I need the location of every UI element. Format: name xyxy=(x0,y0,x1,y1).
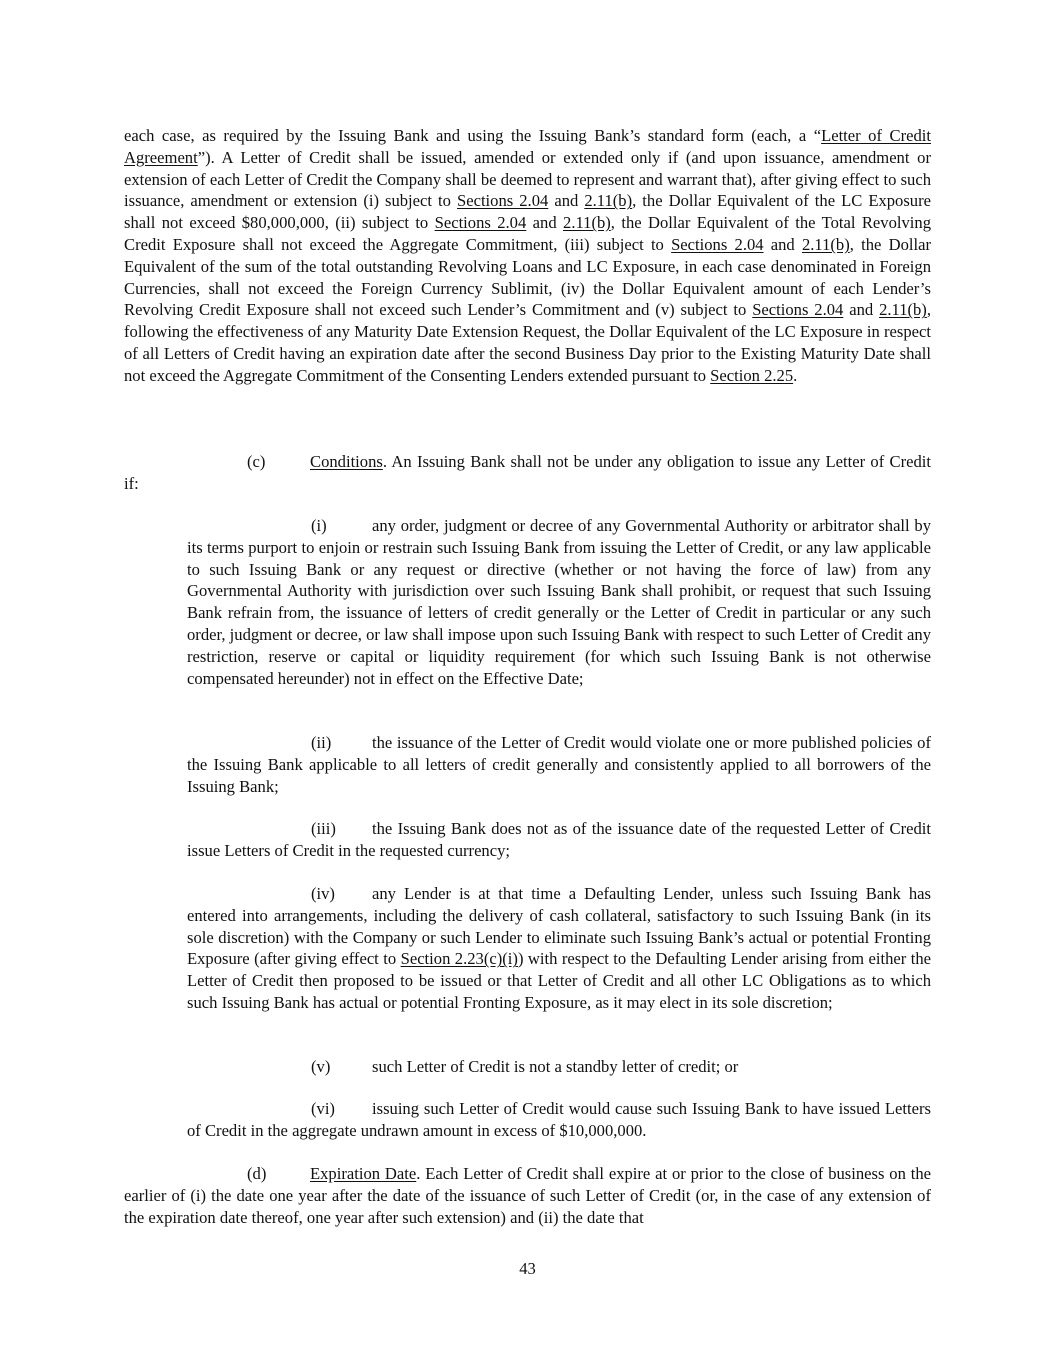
subparagraph-iv xyxy=(187,883,931,1014)
subparagraph-text: ) with respect to the Defaulting Lender arising from either the Letter of Credit then proposed to be issued or that Letter of Credit and all other LC Obligations as to which such Issuing Bank has actual or potential Fronting Exposure, as it may elect in its sole discretion; xyxy=(187,949,931,1012)
section-reference: Sections 2.04 xyxy=(456,191,549,211)
text-run: and xyxy=(548,191,585,211)
subparagraph-label: (iii) xyxy=(311,819,336,838)
paragraph-b-continued xyxy=(124,125,931,387)
section-reference: 2.11(b) xyxy=(584,191,633,211)
text-run: , following the effectiveness of any Maturity Date Extension Request, the Dollar Equivalent of the LC Exposure in respect of all Letters of Credit having an expiration date after the second Business Day prior to the Existing Maturity Date shall not exceed the Aggregate Commitment of the Consenting Lenders extended pursuant to xyxy=(124,300,931,385)
subparagraph-text: any order, judgment or decree of any Governmental Authority or arbitrator shall by its terms purport to enjoin or restrain such Issuing Bank from issuing the Letter of Credit, or any law applicable to such Issuing Bank or any request or directive (whether or not having the force of law) from any Governmental Authority with jurisdiction over such Issuing Bank shall prohibit, or request that such Issuing Bank refrain from, the issuance of letters of credit generally or the Letter of Credit in particular or any such order, judgment or decree, or law shall impose upon such Issuing Bank with respect to such Letter of Credit any restriction, reserve or capital or liquidity requirement (for which such Issuing Bank is not otherwise compensated hereunder) not in effect on the Effective Date; xyxy=(187,516,931,688)
text-run: , the Dollar Equivalent of the LC Exposure shall not exceed $80,000,000, (ii) subject to xyxy=(124,191,931,233)
subparagraph-ii xyxy=(187,732,931,797)
section-reference: Section 2.23(c)(i) xyxy=(400,949,518,969)
subparagraph-text: such Letter of Credit is not a standby letter of credit; or xyxy=(372,1057,739,1076)
paragraph-heading: Expiration Date xyxy=(310,1164,417,1183)
subparagraph-label: (iv) xyxy=(311,884,335,903)
subparagraph-label: (ii) xyxy=(311,733,332,752)
text-run: , the Dollar Equivalent of the sum of the total outstanding Revolving Loans and LC Exposure, in each case denominated in Foreign Currencies, shall not exceed the Foreign Currency Sublimit, (iv) the Dollar Equivalent amount of each Lender’s Revolving Credit Exposure shall not exceed such Lender’s Commitment and (v) subject to xyxy=(124,234,931,320)
paragraph-text: . An Issuing Bank shall not be under any obligation to issue any Letter of Credit if: xyxy=(124,452,931,493)
subparagraph-v xyxy=(187,1056,931,1078)
section-reference: Sections 2.04 xyxy=(752,300,844,320)
paragraph-c xyxy=(124,451,931,495)
paragraph-label: (c) xyxy=(247,452,266,471)
text-run: , the Dollar Equivalent of the Total Revolving Credit Exposure shall not exceed the Aggregate Commitment, (iii) subject to xyxy=(124,213,931,254)
section-reference: Section 2.25 xyxy=(710,365,794,385)
section-reference: Sections 2.04 xyxy=(671,234,764,254)
paragraph-text: . Each Letter of Credit shall expire at or prior to the close of business on the earlier of (i) the date one year after the date of the issuance of such Letter of Credit (or, in the case of any extension of the expiration date thereof, one year after such extension) and (ii) the date that xyxy=(124,1164,931,1227)
section-reference: 2.11(b) xyxy=(879,300,927,320)
paragraph-label: (d) xyxy=(247,1164,267,1183)
subparagraph-vi xyxy=(187,1098,931,1142)
subparagraph-label: (vi) xyxy=(311,1099,335,1118)
subparagraph-text: issuing such Letter of Credit would cause such Issuing Bank to have issued Letters of Credit in the aggregate undrawn amount in excess of $10,000,000. xyxy=(187,1099,931,1140)
subparagraph-i xyxy=(187,515,931,689)
subparagraph-label: (v) xyxy=(311,1057,331,1076)
subparagraph-iii xyxy=(187,818,931,862)
section-reference: 2.11(b) xyxy=(801,234,850,254)
text-run: and xyxy=(843,300,880,320)
paragraph-heading: Conditions xyxy=(310,452,383,471)
text-run: each case, as required by the Issuing Bank and using the Issuing Bank’s standard form (each, a “ xyxy=(124,126,822,145)
subparagraph-text: the Issuing Bank does not as of the issuance date of the requested Letter of Credit issue Letters of Credit in the requested currency; xyxy=(187,819,931,860)
text-run: and xyxy=(763,234,802,254)
subparagraph-text: any Lender is at that time a Defaulting Lender, unless such Issuing Bank has entered into arrangements, including the delivery of cash collateral, satisfactory to such Issuing Bank (in its sole discretion) with the Company or such Lender to eliminate such Issuing Bank’s actual or potential Fronting Exposure (after giving effect to xyxy=(187,884,931,969)
text-run: . xyxy=(793,365,798,385)
text-run: and xyxy=(526,213,564,233)
subparagraph-label: (i) xyxy=(311,516,327,535)
page-number: 43 xyxy=(519,1259,536,1278)
section-reference: 2.11(b) xyxy=(563,213,611,233)
defined-term-letter-of-credit-agreement: Letter of Credit Agreement xyxy=(124,126,931,167)
subparagraph-text: the issuance of the Letter of Credit would violate one or more published policies of the Issuing Bank applicable to all letters of credit generally and consistently applied to all borrowers of the Issuing Bank; xyxy=(187,733,931,796)
section-reference: Sections 2.04 xyxy=(434,213,527,233)
paragraph-d xyxy=(124,1163,931,1228)
text-run: ”). A Letter of Credit shall be issued, amended or extended only if (and upon issuance, amendment or extension of each Letter of Credit the Company shall be deemed to represent and warrant that), after giving effect to such issuance, amendment or extension (i) subject to xyxy=(124,147,931,211)
